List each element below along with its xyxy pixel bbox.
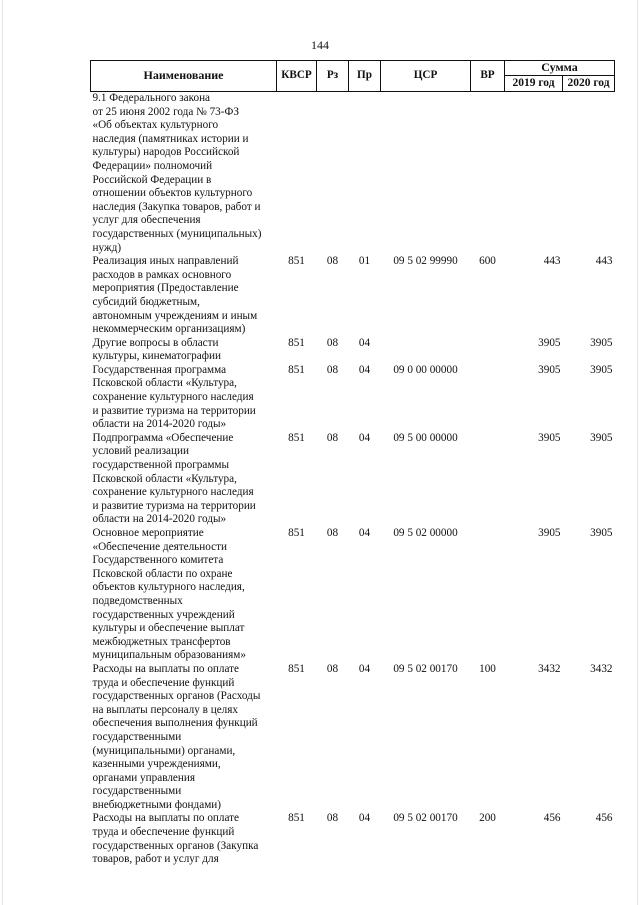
row-name-line: наследия (Закупка товаров, работ и (92, 200, 261, 213)
row-csr: 09 5 02 00000 (393, 527, 458, 539)
header-kvsr: КВСР (277, 61, 317, 92)
row-name (91, 337, 277, 364)
row-name-line: области на 2014-2020 годы» (92, 513, 227, 526)
row-vr (471, 337, 505, 364)
table-row (91, 663, 615, 813)
row-kvsr: 851 (288, 527, 305, 539)
row-pr: 04 (358, 431, 371, 444)
row-vr: 600 (479, 255, 496, 268)
row-rz: 08 (326, 336, 339, 349)
row-pr: 04 (358, 812, 371, 825)
row-name-line: товаров, работ и услуг для (92, 853, 219, 866)
row-rz: 08 (326, 363, 339, 376)
page-number: 144 (311, 38, 329, 52)
row-name-line: 9.1 Федерального закона (92, 92, 211, 104)
row-name-line: Расходы на выплаты по оплате (92, 812, 240, 825)
row-sum-2019: 3905 (538, 431, 561, 444)
header-vr: ВР (471, 61, 505, 92)
row-name-line: субсидий бюджетным, (92, 295, 200, 308)
row-name-line: Псковской области по охране (92, 567, 233, 580)
row-name-line: мероприятия (Предоставление (92, 282, 239, 295)
header-rz: Рз (317, 61, 349, 92)
header-pr: Пр (349, 61, 381, 92)
table-row (91, 255, 615, 337)
row-name-line: области на 2014-2020 годы» (92, 418, 227, 431)
row-name-line: Государственная программа (92, 363, 227, 376)
row-name-line: Другие вопросы в области (92, 336, 219, 349)
row-name-line: объектов культурного наследия, (92, 581, 245, 594)
row-vr: 100 (479, 662, 496, 675)
row-name-line: Реализация иных направлений (92, 255, 239, 268)
budget-table (90, 60, 615, 867)
row-name-line: некоммерческим организациям) (92, 323, 246, 336)
row-name-line: (муниципальными) органами, (92, 744, 236, 757)
row-sum-2020: 443 (595, 255, 613, 268)
row-name-line: отношении объектов культурного (92, 187, 253, 200)
row-name-line: государственной программы (92, 459, 230, 472)
row-name-line: труда и обеспечение функций (92, 826, 235, 839)
row-name (91, 527, 277, 663)
row-pr (349, 92, 381, 256)
row-rz: 08 (326, 431, 339, 444)
row-kvsr: 851 (288, 336, 305, 349)
row-vr (471, 527, 505, 663)
row-rz: 08 (326, 527, 339, 539)
row-vr (471, 92, 505, 256)
row-name-line: культуры и обеспечение выплат (92, 622, 245, 635)
row-name-line: обеспечения выполнения функций (92, 717, 258, 730)
row-name-line: Расходы на выплаты по оплате (92, 662, 240, 675)
header-year-2019: 2019 год (505, 76, 563, 92)
row-name (91, 255, 277, 337)
table-body (91, 92, 615, 867)
row-kvsr (277, 92, 317, 256)
row-name-line: государственных органов (Закупка (92, 839, 259, 852)
row-name-line: подведомственных (92, 594, 183, 607)
row-name-line: Федерации» полномочий (92, 159, 213, 172)
table-row (91, 812, 615, 866)
row-sum-2020: 3905 (590, 431, 613, 444)
row-name (91, 812, 277, 866)
row-sum-2019: 3905 (538, 363, 561, 376)
row-name-line: Государственного комитета (92, 554, 224, 567)
row-kvsr: 851 (288, 662, 305, 675)
row-name (91, 663, 277, 813)
row-rz: 08 (326, 662, 339, 675)
row-vr: 200 (479, 812, 496, 825)
table-row (91, 92, 615, 256)
row-kvsr: 851 (288, 812, 305, 825)
row-pr: 04 (358, 336, 371, 349)
row-name-line: государственных органов (Расходы (92, 690, 261, 703)
row-name-line: автономным учреждениям и иным (92, 309, 258, 322)
row-vr (471, 432, 505, 527)
row-sum-2019: 3432 (538, 662, 561, 675)
row-name-line: муниципальным образованиям» (92, 649, 246, 662)
row-csr: 09 5 02 00170 (393, 812, 458, 825)
row-pr: 04 (358, 662, 371, 675)
row-name-line: межбюджетных трансфертов (92, 635, 231, 648)
row-name-line: «Обеспечение деятельности (92, 540, 227, 553)
row-name-line: государственных (муниципальных) (92, 227, 262, 240)
row-name-line: от 25 июня 2002 года № 73-ФЗ (92, 105, 239, 118)
row-rz (317, 92, 349, 256)
row-name-line: Основное мероприятие (92, 527, 204, 539)
row-name-line: государственных учреждений (92, 608, 235, 621)
row-csr: 09 0 00 00000 (393, 363, 458, 376)
row-csr: 09 5 00 00000 (393, 431, 458, 444)
table-row (91, 364, 615, 432)
header-year-2020: 2020 год (563, 76, 615, 92)
row-rz: 08 (326, 255, 339, 268)
row-csr (381, 92, 471, 256)
row-name-line: и развитие туризма на территории (92, 404, 256, 417)
table-header (91, 61, 615, 92)
row-name-line: сохранение культурного наследия (92, 391, 254, 404)
header-sum: Сумма (505, 61, 615, 76)
row-sum-2020: 3905 (590, 336, 613, 349)
row-sum-2019 (505, 92, 563, 256)
scan-edge-right (637, 0, 638, 905)
row-name-line: сохранение культурного наследия (92, 486, 254, 499)
table-row (91, 432, 615, 527)
row-pr: 04 (358, 527, 371, 539)
row-name-line: и развитие туризма на территории (92, 499, 256, 512)
row-name-line: на выплаты персоналу в целях (92, 703, 238, 716)
row-name-line: «Об объектах культурного (92, 119, 219, 132)
row-sum-2020: 3905 (590, 527, 613, 539)
row-kvsr: 851 (288, 363, 305, 376)
row-name-line: органами управления (92, 771, 196, 784)
row-name-line: культуры, кинематографии (92, 350, 221, 363)
row-name-line: культуры) народов Российской (92, 146, 240, 159)
row-name (91, 432, 277, 527)
row-sum-2019: 3905 (538, 527, 561, 539)
table-row (91, 337, 615, 364)
row-sum-2019: 456 (543, 812, 561, 825)
row-name-line: государственными (92, 730, 182, 743)
row-name-line: расходов в рамках основного (92, 268, 232, 281)
row-kvsr: 851 (288, 255, 305, 268)
scan-edge-left (2, 0, 3, 905)
row-sum-2019: 443 (543, 255, 561, 268)
row-name-line: труда и обеспечение функций (92, 676, 235, 689)
row-vr (471, 364, 505, 432)
row-name-line: условий реализации (92, 445, 189, 458)
row-name-line: государственными (92, 785, 182, 798)
row-sum-2020: 456 (595, 812, 613, 825)
row-name-line: Российской Федерации в (92, 173, 212, 186)
row-name-line: внебюджетными фондами) (92, 798, 221, 811)
row-pr: 01 (358, 255, 371, 268)
row-name-line: нужд) (92, 241, 122, 254)
row-pr: 04 (358, 363, 371, 376)
row-kvsr: 851 (288, 431, 305, 444)
row-sum-2019: 3905 (538, 336, 561, 349)
row-name-line: услуг для обеспечения (92, 214, 201, 227)
row-rz: 08 (326, 812, 339, 825)
row-csr: 09 5 02 00170 (393, 662, 458, 675)
row-name-line: Псковской области «Культура, (92, 377, 237, 390)
row-sum-2020: 3905 (590, 363, 613, 376)
row-csr (381, 337, 471, 364)
row-name (91, 364, 277, 432)
row-name-line: Псковской области «Культура, (92, 472, 237, 485)
header-csr: ЦСР (381, 61, 471, 92)
row-sum-2020: 3432 (590, 662, 613, 675)
row-name-line: Подпрограмма «Обеспечение (92, 431, 234, 444)
table-row (91, 527, 615, 663)
header-name: Наименование (91, 61, 277, 92)
row-name-line: наследия (памятниках истории и (92, 132, 249, 145)
row-name (91, 92, 277, 256)
row-sum-2020 (563, 92, 615, 256)
row-name-line: казенными учреждениями, (92, 758, 221, 771)
row-csr: 09 5 02 99990 (393, 255, 458, 268)
